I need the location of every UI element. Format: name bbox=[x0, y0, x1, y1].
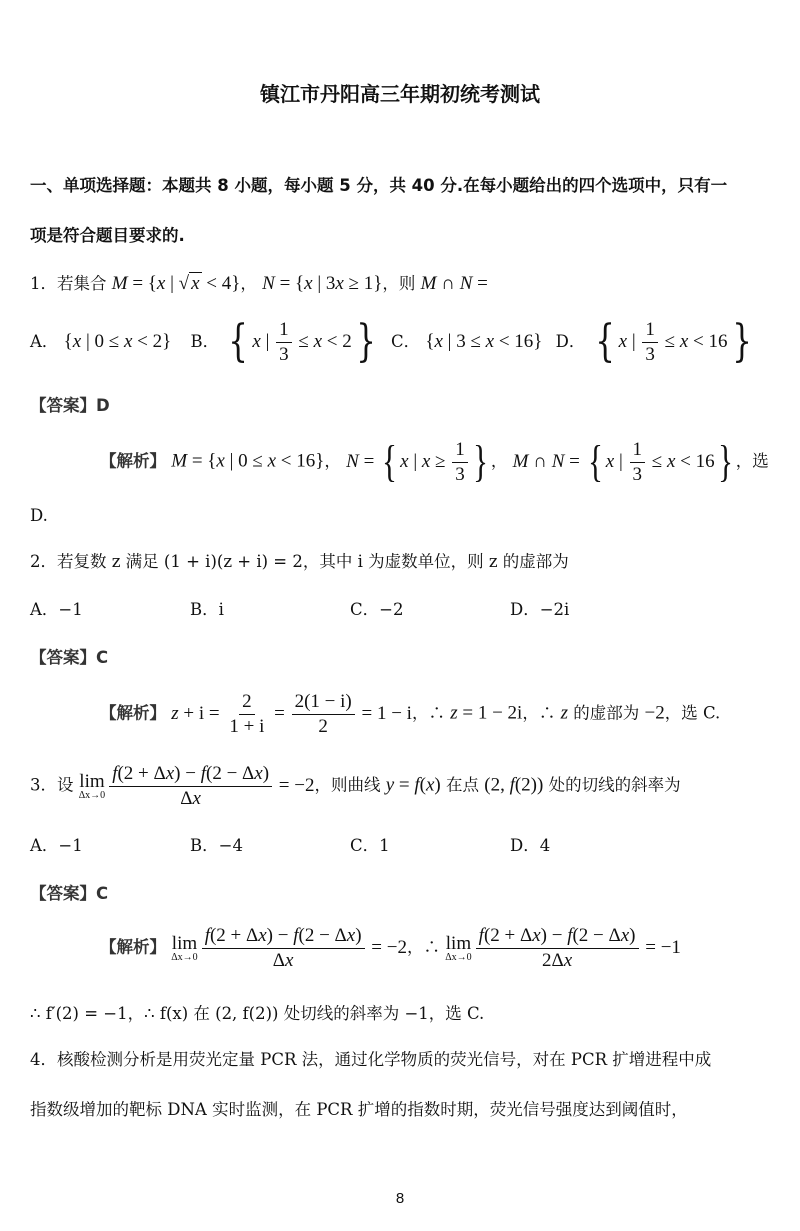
q1-option-d: D． { x | $\frac{1}{3}$ ≤ x < 16} bbox=[555, 316, 752, 368]
q2-answer: 【答案】C bbox=[30, 648, 109, 667]
q1-option-b: B． { x | $\frac{1}{3}$ ≤ x < 2} bbox=[190, 316, 376, 368]
page-title: 镇江市丹阳高三年期初统考测试 bbox=[260, 82, 540, 106]
q2-answer-value: C bbox=[96, 648, 109, 667]
q1-options bbox=[30, 318, 756, 367]
q3-conclusion: ∴ f′(2) = −1，∴ f(x) 在 (2, f(2)) 处切线的斜率为 −1，选 C. bbox=[30, 1004, 485, 1023]
q1-analysis-end: D. bbox=[30, 506, 48, 525]
question-2-stem: 2．若复数 z 满足 (1 + i)(z + i) = 2，其中 i 为虚数单位，则 z 的虚部为 bbox=[30, 552, 569, 571]
q3-option-b: B．−4 bbox=[190, 836, 243, 855]
q3-option-c: C．1 bbox=[350, 836, 390, 855]
q3-option-a: A．−1 bbox=[30, 836, 83, 855]
page-number: 8 bbox=[395, 1190, 405, 1207]
q2-analysis: 【解析】 z + i = $\frac{2}{1 + i}$ = $\frac{2(1 - i)}{2}$ = 1 − i，∴ z = 1 − 2i，∴ z 的虚部为 −2，选 C. bbox=[100, 691, 721, 737]
q1-set-n: N = {x | 3x ≥ 1} bbox=[262, 273, 383, 294]
q2-option-b: B．i bbox=[190, 600, 224, 619]
q1-analysis: 【解析】 M = {x | 0 ≤ x < 16}， N = { x | x ≥ $\frac{1}{3}$ } ， M ∩ N = { x | $\frac{1}{3}$ ≤ x < 16} ，选 bbox=[100, 437, 769, 487]
analysis-tag: 【解析】 bbox=[100, 451, 166, 471]
q3-analysis: 【解析】 lim Δx→0 $\frac{f(2 + \Delta x) - f(2 - \Delta x)}{\Delta x}$ = −2，∴ lim Δx→0 $\frac{f(2 + \Delta x) - f(2 - \Delta x)}{2\Delta x}$ = −1 bbox=[100, 925, 681, 971]
q1-intersection: M ∩ N = bbox=[420, 273, 488, 294]
question-4-line1: 4．核酸检测分析是用荧光定量 PCR 法，通过化学物质的荧光信号，对在 PCR 扩增进程中成 bbox=[30, 1050, 712, 1069]
q3-answer-value: C bbox=[96, 884, 109, 903]
q1-option-c: C． {x | 3 ≤ x < 16} bbox=[390, 330, 543, 352]
q2-option-a: A．−1 bbox=[30, 600, 83, 619]
q1-answer bbox=[30, 392, 110, 416]
q1-answer-value: D bbox=[96, 396, 110, 415]
q3-option-d: D．4 bbox=[510, 836, 551, 855]
q1-set-m: M = {x | √ x < 4} bbox=[111, 273, 241, 294]
q3-answer: 【答案】C bbox=[30, 884, 109, 903]
answer-tag: 【答案】 bbox=[30, 396, 96, 415]
question-3-stem: 3．设 lim Δx→0 $\frac{f(2 + \Delta x) - f(2 - \Delta x)}{\Delta x}$ = −2，则曲线 y = f(x) 在点 (2, f(2)) 处的切线的斜率为 bbox=[30, 763, 681, 809]
section-heading-line2: 项是符合题目要求的. bbox=[30, 226, 185, 245]
q1-option-a: A． {x | 0 ≤ x < 2} bbox=[30, 330, 172, 352]
q2-option-d: D．−2i bbox=[510, 600, 570, 619]
q1-prefix: 1．若集合 bbox=[30, 274, 107, 293]
question-1-stem: 1．若集合 M = {x | √ x < 4}， N = {x | 3x ≥ 1}，则 M ∩ N = bbox=[30, 273, 488, 294]
section-heading-line1: 一、单项选择题：本题共 8 小题，每小题 5 分，共 40 分.在每小题给出的四个选项中，只有一 bbox=[30, 176, 728, 195]
q2-option-c: C．−2 bbox=[350, 600, 404, 619]
question-4-line2: 指数级增加的靶标 DNA 实时监测，在 PCR 扩增的指数时期，荧光信号强度达到阈值时， bbox=[30, 1100, 688, 1119]
